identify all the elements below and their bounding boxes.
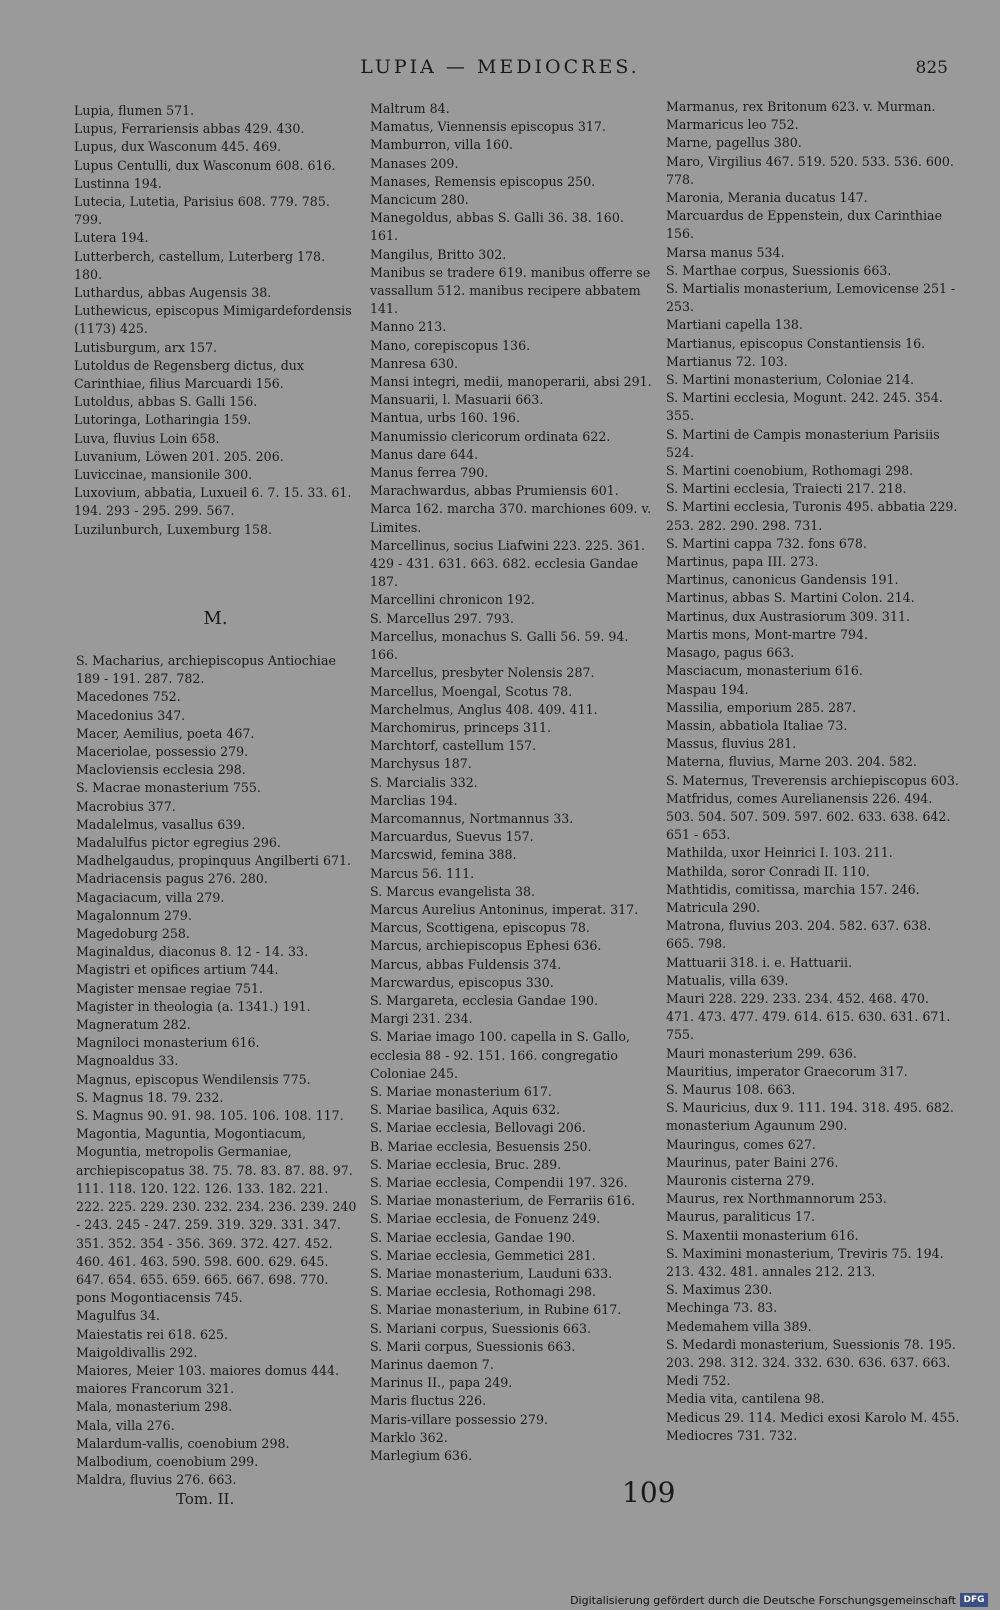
index-entry: Maronia, Merania ducatus 147. — [666, 190, 868, 206]
running-head: LUPIA — MEDIOCRES. — [360, 56, 640, 78]
index-entry: Magister mensae regiae 751. — [76, 980, 263, 996]
index-entry: Martinus, dux Austrasiorum 309. 311. — [666, 608, 910, 624]
index-entry: Macedonius 347. — [76, 707, 186, 723]
dfg-logo: DFG — [960, 1593, 988, 1607]
index-entry: S. Mariae ecclesia, Gandae 190. — [370, 1229, 576, 1245]
index-entry: Lutoldus de Regensberg dictus, dux Carinthiae, filius Marcuardi 156. — [74, 357, 304, 392]
index-entry: Luva, fluvius Loin 658. — [74, 430, 220, 446]
index-entry: Marcus 56. 111. — [370, 865, 475, 881]
signature-mark: 109 — [622, 1476, 676, 1509]
index-entry: Lutterberch, castellum, Luterberg 178. 180. — [74, 248, 326, 282]
index-entry: Lustinna 194. — [74, 175, 162, 191]
index-entry: Martis mons, Mont-martre 794. — [666, 626, 869, 642]
index-entry: Maiores, Meier 103. maiores domus 444. maiores Francorum 321. — [76, 1362, 340, 1397]
index-entry: Matualis, villa 639. — [666, 972, 789, 988]
index-entry: S. Medardi monasterium, Suessionis 78. 195. 203. 298. 312. 324. 332. 630. 636. 637. 663. — [666, 1336, 956, 1371]
index-entry: S. Margareta, ecclesia Gandae 190. — [370, 992, 599, 1008]
index-entry: S. Martini ecclesia, Mogunt. 242. 245. 354. 355. — [666, 390, 943, 424]
index-entry: S. Maxentii monasterium 616. — [666, 1227, 859, 1243]
index-entry: Magalonnum 279. — [76, 907, 192, 923]
index-entry: Manus dare 644. — [370, 446, 479, 462]
index-entry: Magnus, episcopus Wendilensis 775. — [76, 1071, 311, 1087]
index-entry: Marcuardus de Eppenstein, dux Carinthiae 156. — [666, 208, 943, 242]
index-entry: Marcuardus, Suevus 157. — [370, 829, 534, 845]
digitization-credit — [570, 1593, 988, 1607]
index-entry: Maurinus, pater Baini 276. — [666, 1154, 839, 1170]
index-entry: Madalulfus pictor egregius 296. — [76, 835, 281, 851]
index-entry: Medemahem villa 389. — [666, 1318, 812, 1334]
index-entry: Marcellus, Moengal, Scotus 78. — [370, 683, 573, 699]
index-entry: Margi 231. 234. — [370, 1011, 473, 1027]
index-entry: Magistri et opifices artium 744. — [76, 962, 279, 978]
index-entry: Mauritius, imperator Graecorum 317. — [666, 1063, 908, 1079]
index-entry: Mano, corepiscopus 136. — [370, 337, 531, 353]
index-entry: Marcellus, monachus S. Galli 56. 59. 94. 166. — [370, 628, 629, 663]
index-entry: Lupus Centulli, dux Wasconum 608. 616. — [74, 157, 336, 173]
index-entry: Madhelgaudus, propinquus Angilberti 671. — [76, 853, 351, 869]
index-entry: Marlegium 636. — [370, 1448, 473, 1464]
index-entry: Macloviensis ecclesia 298. — [76, 762, 246, 778]
index-entry: Marchysus 187. — [370, 756, 472, 772]
index-entry: S. Marcus evangelista 38. — [370, 883, 536, 899]
index-entry: Maspau 194. — [666, 681, 749, 697]
index-entry: S. Marcialis 332. — [370, 774, 478, 790]
index-entry: Mathtidis, comitissa, marchia 157. 246. — [666, 881, 920, 897]
index-entry: Martinus, canonicus Gandensis 191. — [666, 572, 899, 588]
index-entry: Mauronis cisterna 279. — [666, 1172, 815, 1188]
index-entry: S. Maternus, Treverensis archiepiscopus 603. — [666, 772, 959, 788]
index-entry: Manases, Remensis episcopus 250. — [370, 173, 596, 189]
index-entry: S. Marcellus 297. 793. — [370, 610, 514, 626]
index-entry: Marcus, Scottigena, episcopus 78. — [370, 920, 590, 936]
index-entry: Marachwardus, abbas Prumiensis 601. — [370, 483, 619, 499]
index-entry: S. Marthae corpus, Suessionis 663. — [666, 262, 892, 278]
index-entry: Maceriolae, possessio 279. — [76, 744, 249, 760]
index-entry: Maurus, rex Northmannorum 253. — [666, 1191, 887, 1207]
index-entry: Mattuarii 318. i. e. Hattuarii. — [666, 954, 853, 970]
index-entry: Luthewicus, episcopus Mimigardefordensis (1173) 425. — [74, 303, 352, 337]
index-entry: S. Maximini monasterium, Treviris 75. 194. 213. 432. 481. annales 212. 213. — [666, 1245, 944, 1279]
index-entry: Marca 162. marcha 370. marchiones 609. v. Limites. — [370, 501, 652, 535]
index-column-1-top — [74, 102, 357, 539]
index-entry: S. Mariae ecclesia, Gemmetici 281. — [370, 1247, 596, 1263]
index-entry: Marclias 194. — [370, 792, 458, 808]
index-entry: Lutisburgum, arx 157. — [74, 339, 218, 355]
index-entry: Maurus, paraliticus 17. — [666, 1209, 816, 1225]
index-entry: Manus ferrea 790. — [370, 465, 489, 481]
index-entry: Luzilunburch, Luxemburg 158. — [74, 521, 273, 537]
index-entry: Media vita, cantilena 98. — [666, 1391, 825, 1407]
index-entry: Manibus se tradere 619. manibus offerre se vassallum 512. manibus recipere abbatem 141. — [370, 264, 651, 317]
index-entry: Maris fluctus 226. — [370, 1393, 487, 1409]
index-entry: Matrona, fluvius 203. 204. 582. 637. 638. 665. 798. — [666, 918, 932, 952]
index-entry: Mansuarii, l. Masuarii 663. — [370, 392, 544, 408]
index-entry: Marchtorf, castellum 157. — [370, 738, 537, 754]
index-entry: Marcus, archiepiscopus Ephesi 636. — [370, 938, 602, 954]
index-entry: Marcellus, presbyter Nolensis 287. — [370, 665, 595, 681]
index-entry: S. Mariae ecclesia, Bellovagi 206. — [370, 1120, 586, 1136]
index-entry: S. Macrae monasterium 755. — [76, 780, 261, 796]
index-entry: Luthardus, abbas Augensis 38. — [74, 285, 272, 301]
index-entry: Maris-villare possessio 279. — [370, 1411, 548, 1427]
index-entry: Manegoldus, abbas S. Galli 36. 38. 160. 161. — [370, 210, 624, 244]
index-entry: Mala, villa 276. — [76, 1417, 175, 1433]
index-entry: Luviccinae, mansionile 300. — [74, 467, 253, 483]
index-entry: S. Magnus 18. 79. 232. — [76, 1089, 224, 1105]
index-entry: Marmanus, rex Britonum 623. v. Murman. — [666, 99, 936, 114]
index-entry: S. Martini coenobium, Rothomagi 298. — [666, 463, 914, 479]
index-entry: Malardum-vallis, coenobium 298. — [76, 1435, 290, 1451]
index-entry: Mauri monasterium 299. 636. — [666, 1045, 857, 1061]
index-entry: S. Martialis monasterium, Lemovicense 251 - 253. — [666, 281, 956, 315]
index-entry: Magniloci monasterium 616. — [76, 1035, 260, 1051]
index-entry: Medicus 29. 114. Medici exosi Karolo M. 455. — [666, 1409, 960, 1425]
index-entry: B. Mariae ecclesia, Besuensis 250. — [370, 1138, 592, 1154]
index-entry: S. Mariae imago 100. capella in S. Gallo, ecclesia 88 - 92. 151. 166. congregatio Coloniae 245. — [370, 1029, 630, 1081]
index-entry: Magontia, Maguntia, Mogontiacum, Moguntia, metropolis Germaniae, archiepiscopatus 38. 75. 78. 83. 87. 88. 97. 111. 118. 120. 122. 126. 133. 182. 221. 222. 225. 229. 230. 232. 234. 236. 239. 240 - 243. 245 - 247. 259. 319. 329. 331. 347. 351. 352. 354 - 356. 369. 372. 427. 452. 460. 461. 463. 590. 598. 600. 629. 645. 647. 654. 655. 659. 665. 667. 698. 770. pons Mogontiacensis 745. — [76, 1126, 357, 1306]
index-entry: Lutoringa, Lotharingia 159. — [74, 412, 252, 428]
index-entry: Marklo 362. — [370, 1429, 448, 1445]
index-entry: S. Mariani corpus, Suessionis 663. — [370, 1320, 591, 1336]
index-entry: S. Mariae ecclesia, de Fonuenz 249. — [370, 1211, 601, 1227]
index-entry: Mathilda, soror Conradi II. 110. — [666, 863, 870, 879]
index-entry: Martiani capella 138. — [666, 317, 803, 333]
index-entry: S. Mauricius, dux 9. 111. 194. 318. 495. 682. monasterium Agaunum 290. — [666, 1100, 954, 1134]
index-entry: Lutecia, Lutetia, Parisius 608. 779. 785. 799. — [74, 194, 330, 228]
index-entry: Martinus, papa III. 273. — [666, 554, 819, 570]
index-entry: Mauri 228. 229. 233. 234. 452. 468. 470. 471. 473. 477. 479. 614. 615. 630. 631. 671. 755. — [666, 990, 951, 1043]
index-entry: Luxovium, abbatia, Luxueil 6. 7. 15. 33. 61. 194. 293 - 295. 299. 567. — [74, 485, 352, 519]
index-entry: Marchelmus, Anglus 408. 409. 411. — [370, 701, 598, 717]
index-entry: S. Mariae monasterium, in Rubine 617. — [370, 1302, 622, 1318]
index-entry: Macer, Aemilius, poeta 467. — [76, 725, 255, 741]
index-column-2 — [370, 100, 655, 1465]
index-entry: S. Mariae monasterium 617. — [370, 1083, 552, 1099]
index-entry: Mangilus, Britto 302. — [370, 246, 507, 262]
index-entry: Marcellini chronicon 192. — [370, 592, 535, 608]
index-entry: S. Martini cappa 732. fons 678. — [666, 535, 867, 551]
index-entry: Mamatus, Viennensis episcopus 317. — [370, 119, 606, 135]
index-entry: Mantua, urbs 160. 196. — [370, 410, 520, 426]
index-entry: Manases 209. — [370, 155, 459, 171]
index-entry: S. Mariae ecclesia, Compendii 197. 326. — [370, 1174, 628, 1190]
index-entry: Magaciacum, villa 279. — [76, 889, 225, 905]
index-entry: Massus, fluvius 281. — [666, 736, 797, 752]
index-entry: Madriacensis pagus 276. 280. — [76, 871, 268, 887]
page-number: 825 — [915, 58, 948, 78]
index-column-1-bottom — [76, 652, 359, 1489]
index-entry: Manresa 630. — [370, 355, 459, 371]
index-entry: Marcwardus, episcopus 330. — [370, 974, 554, 990]
index-entry: S. Martini ecclesia, Traiecti 217. 218. — [666, 481, 907, 497]
index-entry: S. Martini ecclesia, Turonis 495. abbatia 229. 253. 282. 290. 298. 731. — [666, 499, 958, 533]
volume-label: Tom. II. — [176, 1490, 235, 1508]
index-entry: Masciacum, monasterium 616. — [666, 663, 863, 679]
index-entry: Maginaldus, diaconus 8. 12 - 14. 33. — [76, 944, 309, 960]
index-entry: S. Mariae basilica, Aquis 632. — [370, 1102, 561, 1118]
index-entry: Marchomirus, princeps 311. — [370, 719, 552, 735]
index-entry: Mauringus, comes 627. — [666, 1136, 816, 1152]
index-entry: Madalelmus, vasallus 639. — [76, 816, 246, 832]
index-entry: Matfridus, comes Aurelianensis 226. 494. 503. 504. 507. 509. 597. 602. 633. 638. 642. 651 - 653. — [666, 790, 951, 843]
index-entry: S. Martini monasterium, Coloniae 214. — [666, 372, 915, 388]
index-entry: Massin, abbatiola Italiae 73. — [666, 717, 848, 733]
index-entry: Medi 752. — [666, 1373, 731, 1389]
index-entry: Marsa manus 534. — [666, 244, 785, 260]
index-entry: S. Maximus 230. — [666, 1282, 773, 1298]
index-entry: Maro, Virgilius 467. 519. 520. 533. 536. 600. 778. — [666, 153, 954, 187]
index-entry: Mancicum 280. — [370, 192, 469, 208]
index-entry: Mansi integri, medii, manoperarii, absi 291. — [370, 374, 652, 390]
index-entry: Lutera 194. — [74, 230, 149, 246]
index-entry: S. Magnus 90. 91. 98. 105. 106. 108. 117. — [76, 1108, 344, 1124]
index-entry: S. Mariae ecclesia, Bruc. 289. — [370, 1156, 562, 1172]
index-entry: Lupus, dux Wasconum 445. 469. — [74, 139, 282, 155]
index-entry: S. Mariae monasterium, de Ferrariis 616. — [370, 1193, 635, 1209]
index-entry: S. Marii corpus, Suessionis 663. — [370, 1338, 576, 1354]
index-entry: Marcus, abbas Fuldensis 374. — [370, 956, 562, 972]
index-entry: Matricula 290. — [666, 899, 761, 915]
index-entry: S. Martini de Campis monasterium Parisiis 524. — [666, 426, 940, 460]
index-entry: Magulfus 34. — [76, 1308, 160, 1324]
index-entry: Marinus daemon 7. — [370, 1357, 494, 1373]
index-entry: S. Mariae ecclesia, Rothomagi 298. — [370, 1284, 597, 1300]
index-entry: Marcus Aurelius Antoninus, imperat. 317. — [370, 901, 639, 917]
index-entry: Martinus, abbas S. Martini Colon. 214. — [666, 590, 915, 606]
index-column-3 — [666, 98, 960, 1445]
index-entry: Marcomannus, Nortmannus 33. — [370, 810, 574, 826]
index-entry: Macedones 752. — [76, 689, 181, 705]
index-entry: Macrobius 377. — [76, 798, 176, 814]
index-entry: Maiestatis rei 618. 625. — [76, 1326, 229, 1342]
index-entry: Marcellinus, socius Liafwini 223. 225. 361. 429 - 431. 631. 663. 682. ecclesia Gandae 187. — [370, 537, 646, 590]
index-entry: Marinus II., papa 249. — [370, 1375, 513, 1391]
index-entry: Mamburron, villa 160. — [370, 137, 514, 153]
index-entry: Materna, fluvius, Marne 203. 204. 582. — [666, 754, 917, 770]
index-entry: Mediocres 731. 732. — [666, 1427, 798, 1443]
index-entry: Marcswid, femina 388. — [370, 847, 517, 863]
index-entry: Maigoldivallis 292. — [76, 1344, 198, 1360]
index-entry: Mechinga 73. 83. — [666, 1300, 778, 1316]
credit-text: Digitalisierung gefördert durch die Deutsche Forschungsgemeinschaft — [570, 1593, 956, 1607]
index-entry: Maldra, fluvius 276. 663. — [76, 1472, 237, 1488]
index-entry: Magister in theologia (a. 1341.) 191. — [76, 998, 311, 1014]
section-letter-heading: M. — [203, 608, 228, 629]
index-entry: Mathilda, uxor Heinrici I. 103. 211. — [666, 845, 893, 861]
index-entry: Luvanium, Löwen 201. 205. 206. — [74, 448, 284, 464]
index-entry: Magnoaldus 33. — [76, 1053, 179, 1069]
index-entry: Maltrum 84. — [370, 101, 450, 116]
index-entry: Lupus, Ferrariensis abbas 429. 430. — [74, 121, 305, 137]
index-entry: Martianus 72. 103. — [666, 353, 788, 369]
index-entry: Masago, pagus 663. — [666, 645, 795, 661]
index-entry: S. Mariae monasterium, Lauduni 633. — [370, 1266, 613, 1281]
index-entry: Marmaricus leo 752. — [666, 117, 799, 133]
index-entry: Magneratum 282. — [76, 1017, 191, 1033]
index-entry: Magedoburg 258. — [76, 926, 190, 942]
index-entry: Martianus, episcopus Constantiensis 16. — [666, 335, 926, 351]
index-entry: Lupia, flumen 571. — [74, 103, 195, 118]
index-entry: Mala, monasterium 298. — [76, 1399, 233, 1415]
index-entry: Marne, pagellus 380. — [666, 135, 802, 151]
index-entry: Massilia, emporium 285. 287. — [666, 699, 857, 715]
index-entry: Malbodium, coenobium 299. — [76, 1453, 259, 1469]
index-entry: Manno 213. — [370, 319, 447, 335]
index-entry: Lutoldus, abbas S. Galli 156. — [74, 394, 258, 410]
index-entry: S. Macharius, archiepiscopus Antiochiae 189 - 191. 287. 782. — [76, 653, 336, 687]
index-entry: S. Maurus 108. 663. — [666, 1081, 796, 1097]
index-entry: Manumissio clericorum ordinata 622. — [370, 428, 611, 444]
